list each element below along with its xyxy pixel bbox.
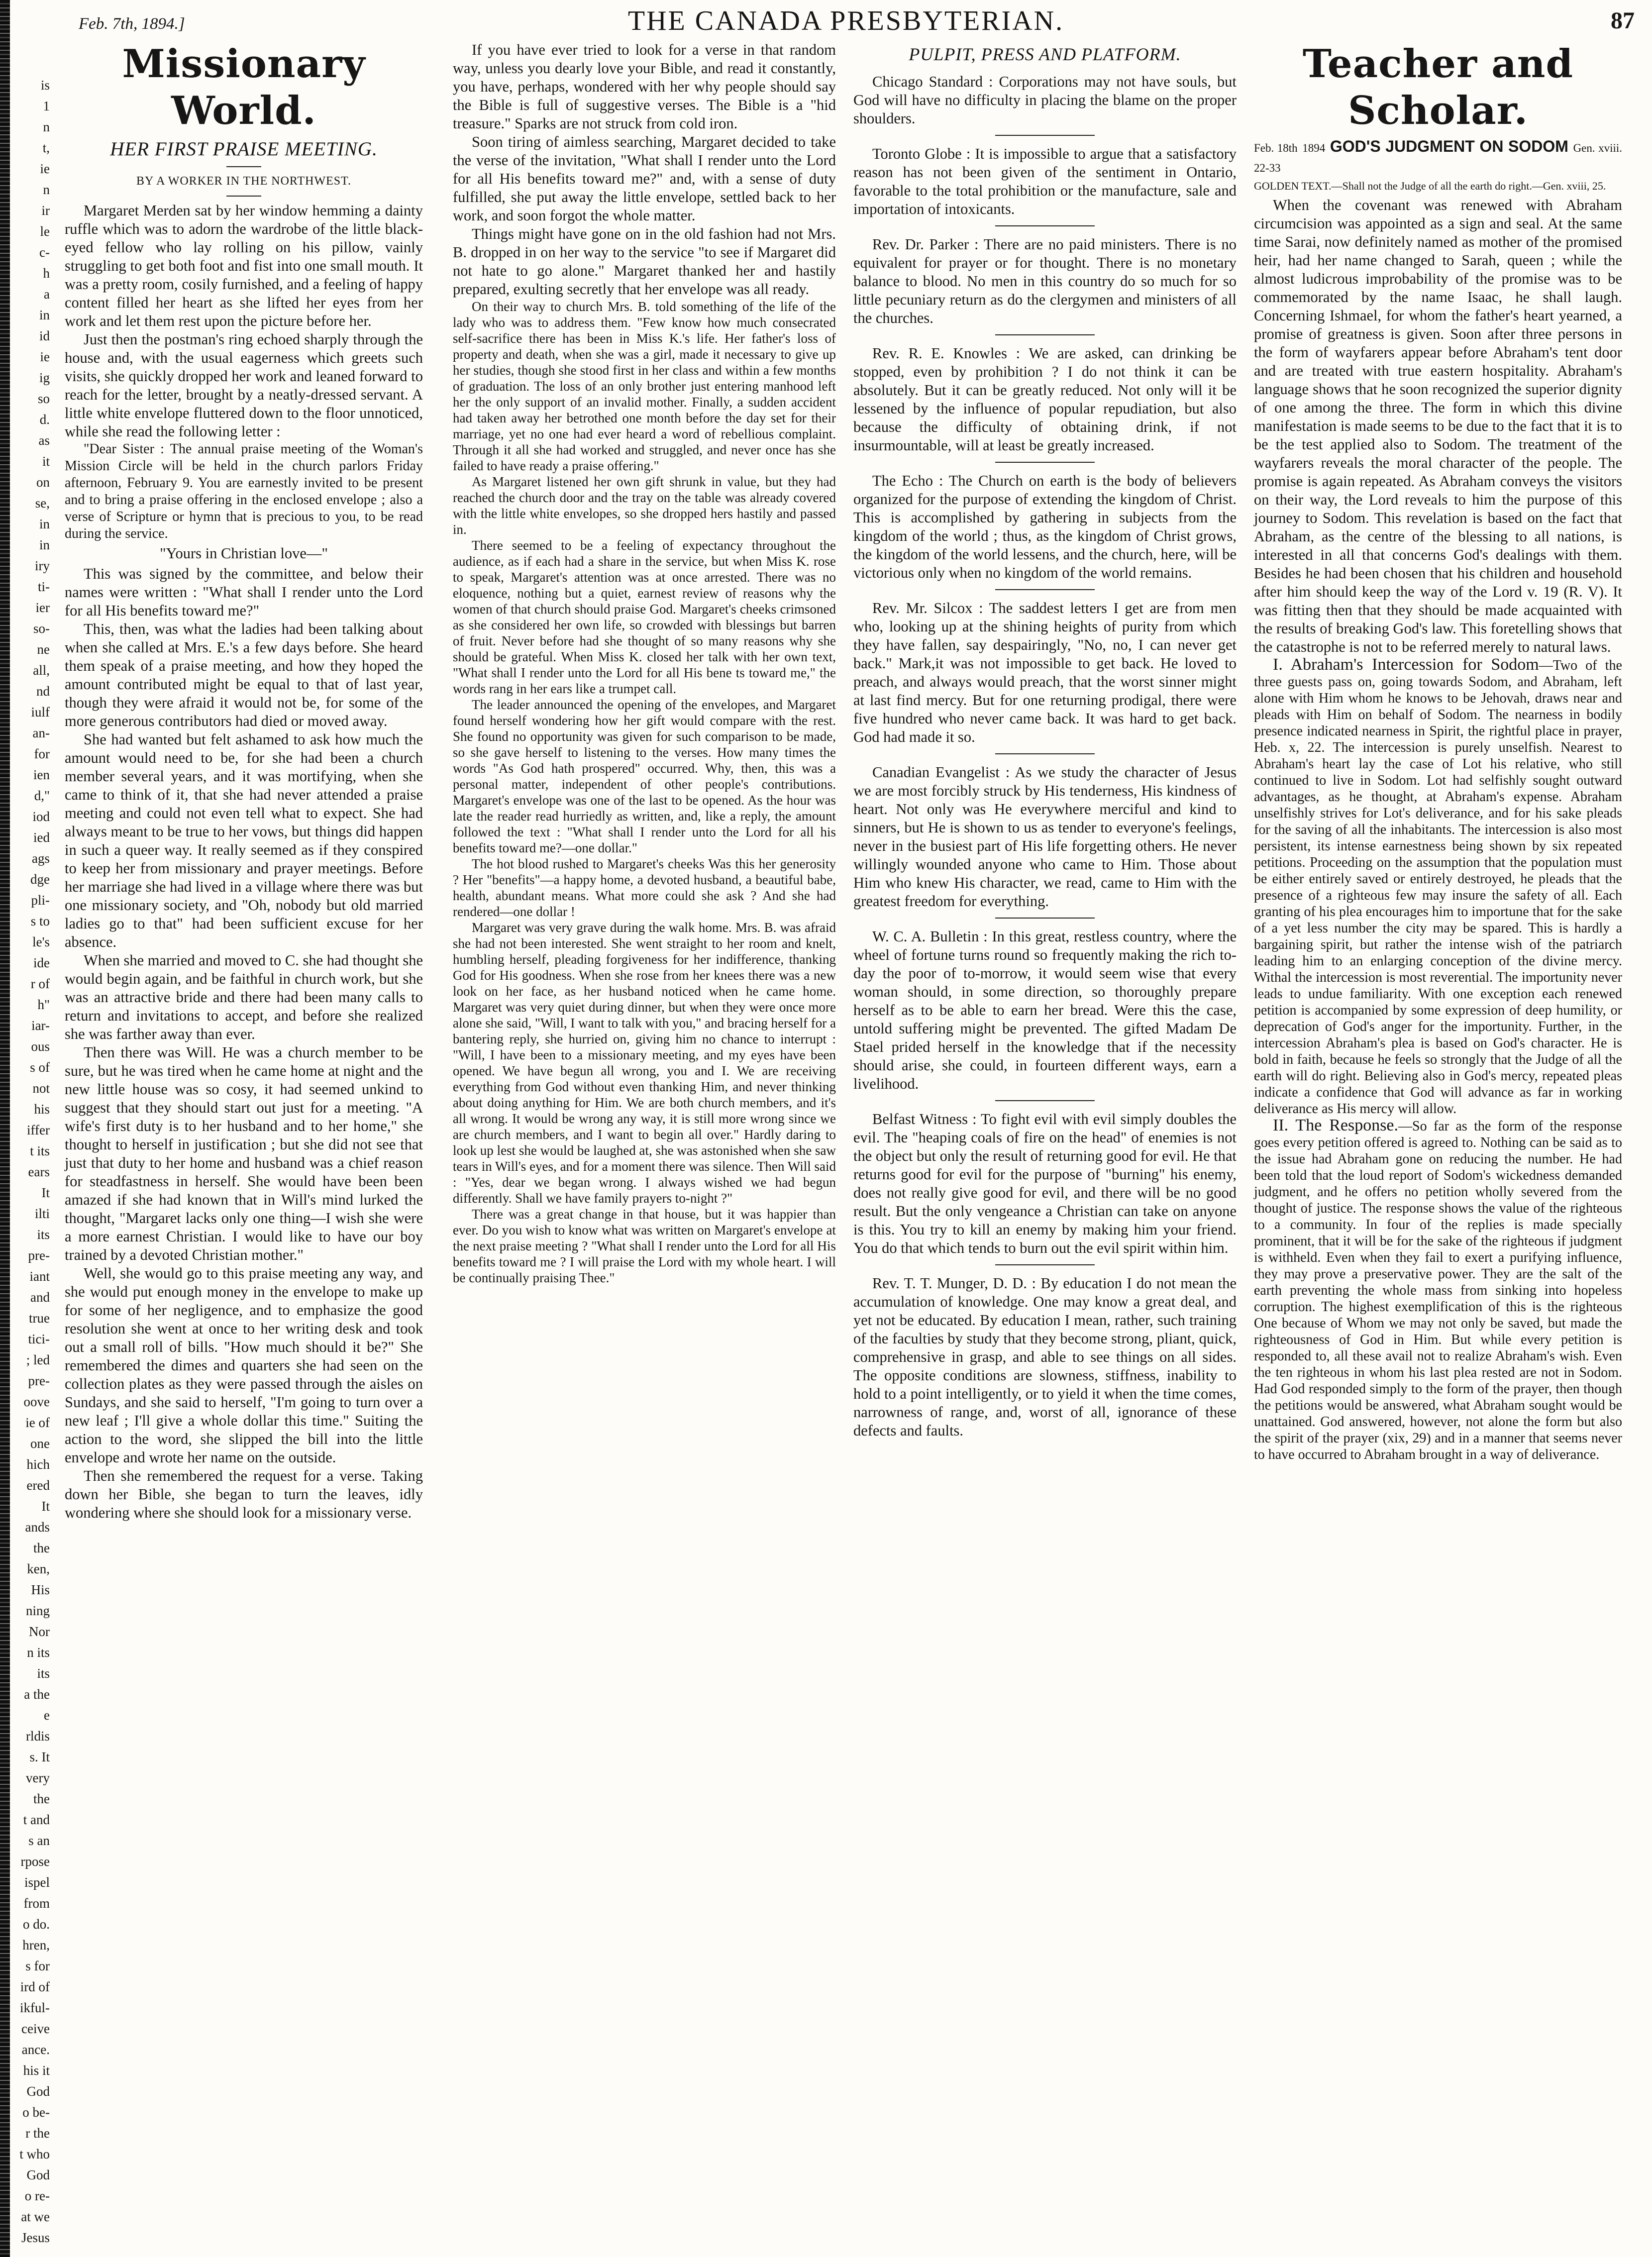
lesson-heading bbox=[1254, 137, 1622, 177]
binding-fragment: pre- bbox=[28, 1373, 50, 1388]
binding-fragment: very bbox=[26, 1770, 50, 1785]
binding-fragment: ance. bbox=[21, 2042, 50, 2057]
paragraph: Well, she would go to this praise meeting any way, and she would put enough money in the envelope to make up for some of her negligence, and to emphasize the good resolution she went at once to her writing desk and took out a small roll of bills. "How much should it be?" She remembered the dimes and quarters she had seen on the collection plates as they were passed through the aisles on Sundays, and she said to herself, "I'm going to turn over a new leaf ; I'll give a whole dollar this time." Suiting the action to the word, she slipped the bill into the little envelope and wrote her name on the outside. bbox=[65, 1265, 423, 1466]
divider bbox=[995, 225, 1095, 226]
masthead-title: THE CANADA PRESBYTERIAN. bbox=[627, 5, 1064, 36]
binding-fragment: ken, bbox=[27, 1561, 50, 1576]
binding-fragment: iry bbox=[35, 558, 50, 573]
letter-signoff: "Yours in Christian love—" bbox=[160, 545, 328, 562]
binding-fragment: t its bbox=[30, 1143, 50, 1158]
page-header bbox=[55, 4, 1637, 36]
binding-fragment: ands bbox=[25, 1520, 50, 1535]
binding-fragment: iar- bbox=[31, 1018, 50, 1033]
binding-fragment: iant bbox=[29, 1269, 50, 1284]
binding-fragment: Jesus bbox=[21, 2230, 50, 2245]
binding-fragment: at we bbox=[21, 2209, 50, 2224]
binding-fragment: ikful- bbox=[20, 2000, 50, 2015]
binding-fragment: ir bbox=[41, 203, 50, 218]
binding-fragment: the bbox=[33, 1791, 50, 1806]
binding-fragment: so bbox=[37, 391, 50, 406]
paragraph bbox=[1254, 1117, 1622, 1463]
page-number: 87 bbox=[1611, 7, 1635, 34]
paragraph: Margaret Merden sat by her window hemming a dainty ruffle which was to adorn the wardrobe of the little black-eyed fellow who lay rolling on his pillow, vainly struggling to get both foot and fist into one small mouth. It was a pretty room, cosily furnished, and a feeling of happy content filled her heart as she lifted her eyes from her work and let them rest upon the picture before her. bbox=[65, 202, 423, 329]
binding-fragment: id bbox=[39, 328, 50, 343]
binding-fragment: an- bbox=[32, 725, 50, 740]
binding-fragment: le's bbox=[32, 934, 50, 949]
divider bbox=[995, 589, 1095, 590]
binding-fragment: ags bbox=[32, 851, 50, 866]
divider bbox=[226, 196, 261, 197]
paragraph: On their way to church Mrs. B. told something of the life of the lady who was to address them. "Few know how much consecrated self-sacrifice there has been in Miss K.'s life. Her father's loss of property and death, when she was a girl, made it necessary to give up her studies, though she stood first in her class and within a few months of graduation. The loss of an only brother just entering manhood left her the only support of an invalid mother. Finally, a sudden accident had taken away her betrothed one month before the day set for their marriage, yet no one had ever heard a word of rebellious complaint. Through it all she had worked and struggled, and never once has she failed to have ready a praise offering." bbox=[453, 299, 836, 473]
divider bbox=[995, 753, 1095, 754]
quotation: Canadian Evangelist : As we study the character of Jesus we are most forcibly struck by His tenderness, His kindness of heart. Not only was He everywhere merciful and kind to sinners, but He is shown to us as tender to everyone's feelings, never in the busiest part of His life forgetting others. He never willingly wounded anyone who came to Him. Those about Him who knew His character, we read, came to Him with the greatest freedom for everything. bbox=[853, 764, 1237, 910]
binding-fragment: ; led bbox=[26, 1352, 50, 1367]
lesson-year: 1894 bbox=[1302, 142, 1326, 154]
paragraph: If you have ever tried to look for a verse in that random way, unless you dearly love your Bible, and read it constantly, you have, perhaps, wondered with her why people should say the Bible is full of suggestive verses. The Bible is a "hid treasure." Sparks are not struck from cold iron. bbox=[453, 41, 836, 132]
column-missionary-world bbox=[65, 41, 423, 2250]
paragraph: Soon tiring of aimless searching, Margaret decided to take the verse of the invitation, "What shall I render unto the Lord for all His benefits toward me?" and, with a sense of duty fulfilled, she put away the little envelope, settled back to her work, and soon forgot the whole matter. bbox=[453, 133, 836, 224]
paragraph: As Margaret listened her own gift shrunk in value, but they had reached the church door and the tray on the table was already covered with the little white envelopes, so she dropped hers hastily and passed in. bbox=[453, 474, 836, 537]
binding-fragment: dge bbox=[30, 872, 50, 887]
binding-fragment: a bbox=[44, 287, 50, 302]
binding-fragment: is bbox=[40, 78, 50, 93]
binding-fragment: t and bbox=[23, 1812, 50, 1827]
lesson-reference: Gen. xviii. 22-33 bbox=[1254, 142, 1623, 174]
binding-fragment: hren, bbox=[22, 1938, 50, 1952]
binding-fragment: in bbox=[39, 516, 50, 531]
binding-fragment: rpose bbox=[20, 1854, 50, 1869]
binding-fragment: ti- bbox=[38, 579, 50, 594]
binding-fragment: d. bbox=[39, 412, 50, 427]
binding-fragment: ceive bbox=[21, 2021, 50, 2036]
binding-fragment: ie of bbox=[25, 1415, 50, 1430]
binding-fragment: ier bbox=[35, 600, 50, 615]
binding-fragment: iulf bbox=[31, 705, 50, 719]
binding-fragment: n bbox=[43, 182, 50, 197]
binding-fragment: and bbox=[30, 1290, 50, 1305]
binding-fragment: e bbox=[44, 1708, 50, 1723]
binding-fragment: s. It bbox=[29, 1749, 50, 1764]
binding-fragment: It bbox=[41, 1499, 50, 1514]
subsection-text: —Two of the three guests pass on, going towards Sodom, and Abraham, left alone with Him whom he knows to be Jehovah, draws near and pleads with Him on behalf of Sodom. The nearness in bodily presence indicated nearness in Spirit, the rightful place in prayer, Heb. x, 22. The intercession is purely unselfish. Nearest to Abraham's heart lay the case of Lot his relative, who still continued to live in Sodom. Lot had selfishly sought outward advantages, as he thought, at Abraham's expense. Abraham unselfishly strives for Lot's deliverance, and for his sake pleads for the saving of all the inhabitants. The intercession is also most persistent, its intense earnestness being shown by six repeated petitions. Proceeding on the assumption that the population must be either entirely saved or entirely destroyed, he pleads that the presence of a righteous few may insure the safety of all. Each granting of his plea encourages him to importune that for the sake of a yet less number the city may be spared. This is hardly a bargaining spirit, but rather the intense wish of the patriarch leading him to an enlarging conception of the divine mercy. Withal the intercession is most reverential. The importunity never leads to undue familiarity. With one exception each renewed petition is accompanied by some expression of deep humility, or deprecation of God's anger for the importunity. Further, in the intercession Abraham's plea is based on God's character. He is bold in faith, because he feels so strongly that the Judge of all the earth will do right. Believing also in God's mercy, repeated pleas indicate a confidence that God will advance as far in working deliverance as His mercy will allow. bbox=[1254, 658, 1622, 1117]
paragraph: Things might have gone on in the old fashion had not Mrs. B. dropped in on her way to the service "to see if Margaret did not hate to go alone." Margaret thanked her and hastily prepared, exulting secretly that her envelope was all ready. bbox=[453, 225, 836, 298]
paragraph: The leader announced the opening of the envelopes, and Margaret found herself wondering how her gift would compare with the rest. She found no opportunity was given for such comparison to be made, so she gave herself to listening to the verses. How many times the words "As God hath prospered" occurred. Why, then, this was a personal matter, independent of other people's contributions. Margaret's envelope was one of the last to be opened. As the hour was late the reader read hurriedly as written, and, like a reply, the amount followed the text : "What shall I render unto the Lord for all his benefits toward me?—one dollar." bbox=[453, 697, 836, 855]
binding-fragment: ilti bbox=[34, 1206, 50, 1221]
lesson-date: Feb. 18th bbox=[1254, 142, 1298, 154]
divider bbox=[995, 1100, 1095, 1101]
binding-fragment: ne bbox=[37, 642, 50, 657]
binding-fragment: d," bbox=[34, 788, 50, 803]
quotation: Rev. T. T. Munger, D. D. : By education I do not mean the accumulation of knowledge. One may know a great deal, and yet not be educated. By education I mean, rather, such training of the faculties by study that they become strong, pliant, quick, comprehensive in grasp, and able to see things on all sides. The opposite conditions are slowness, stiffness, inability to hold to a point intelligently, or to yield it when the time comes, narrowness of range, and, worst of all, ignorance of these defects and faults. bbox=[853, 1275, 1237, 1439]
binding-fragment: ie bbox=[40, 349, 50, 364]
binding-fragment: pli- bbox=[31, 893, 50, 908]
paragraph: Then she remembered the request for a verse. Taking down her Bible, she began to turn the leaves, idly wondering where she should look for a missionary verse. bbox=[65, 1467, 423, 1521]
binding-fragment: its bbox=[37, 1666, 50, 1681]
paragraph: The hot blood rushed to Margaret's cheeks Was this her generosity ? Her "benefits"—a happy home, a devoted husband, a beautiful babe, health, abundant means. What more could she ask ? And she had rendered—one dollar ! bbox=[453, 856, 836, 919]
issue-date: Feb. 7th, 1894.] bbox=[79, 15, 185, 33]
binding-fragment: ie bbox=[40, 161, 50, 176]
binding-fragment: s of bbox=[30, 1060, 50, 1075]
binding-fragment: ning bbox=[25, 1603, 50, 1618]
binding-fragment: in bbox=[39, 308, 50, 322]
binding-fragment: oove bbox=[23, 1394, 50, 1409]
paragraph: Margaret was very grave during the walk home. Mrs. B. was afraid she had not been interested. She went straight to her room and knelt, humbling herself, pleading forgiveness for her indifference, thanking God for His goodness. When she rose from her knees there was a new look on her face, as her husband noticed when he came home. Margaret was very quiet during dinner, but when they were once more alone she said, "Will, I want to talk with you," and bracing herself for a bantering reply, she hurried on, giving him no chance to interrupt : "Will, I have been to a missionary meeting, and my eyes have been opened. We have begun all wrong, you and I. We are receiving everything from God without even thanking Him, and never thinking about doing anything for Him. We are both church members, and it's all wrong. It would be wrong any way, it is still more wrong since we are church members, and I want to begin all over." Hardly daring to look up lest she would be laughed at, she was astonished when she saw tears in Will's eyes, and for a moment there was silence. Then Will said : "Yes, dear we began wrong. I always wished we had begun differently. Shall we have family prayers to-night ?" bbox=[453, 920, 836, 1206]
binding-fragment: God bbox=[26, 2167, 50, 2182]
binding-fragment: o do. bbox=[23, 1917, 50, 1932]
binding-fragment: as bbox=[38, 433, 50, 448]
paragraph: When the covenant was renewed with Abraham circumcision was appointed as a sign and seal. At the same time Sarai, now definitely named as mother of the promised heir, had her name changed to Sarah, queen ; while the almost ludicrous improbability of the promise was to be commemorated by the name Isaac, he shall laugh. Concerning Ishmael, for whom the father's heart yearned, a promise of greatness is given. Soon after three persons in the form of wayfarers appear before Abraham's tent door and are treated with true eastern hospitality. Abraham's language shows that he soon recognized the superior dignity of one among the three. The form in which this divine manifestation is made seems to be due to the fact that it is to be the test applied also to Sodom. The treatment of the wayfarers reveals the moral character of the people. The promise is again repeated. As Abraham conveys the visitors on their way, the Lord reveals to him the purpose of this journey to Sodom. This revelation is based on the fact that Abraham, as the centre of the blessing to all nations, is interested in all that concerns God's dealings with them. Besides he had been chosen that his children and household after him should keep the way of the Lord v. 19 (R. V). It was fitting then that they should be made acquainted with the results of breaking God's law. This foretelling shows that the catastrophe is not to be referred merely to natural laws. bbox=[1254, 197, 1622, 655]
binding-fragment: ied bbox=[33, 830, 50, 845]
binding-fragment: ide bbox=[33, 955, 50, 970]
binding-fragment: ig bbox=[39, 370, 50, 385]
binding-fragment: o be- bbox=[22, 2105, 50, 2120]
binding-fragment: for bbox=[34, 746, 50, 761]
binding-fragment: on bbox=[36, 475, 50, 490]
binding-fragment: the bbox=[33, 1540, 50, 1555]
binding-fragment: one bbox=[30, 1436, 50, 1451]
quotation: Toronto Globe : It is impossible to argue that a satisfactory reason has not been given of the sentiment in Ontario, favorable to the total prohibition or the manufacture, sale and importation of intoxicants. bbox=[853, 145, 1237, 217]
binding-fragment: h" bbox=[37, 997, 50, 1012]
binding-fragment: o re- bbox=[24, 2188, 50, 2203]
quotation: Rev. R. E. Knowles : We are asked, can drinking be stopped, even by prohibition ? I do not think it can be absolutely. But it can be greatly reduced. Not only will it be lessened by the influence of popular repudiation, but also because the difficulty of obtaining drink, if not insurmountable, will at least be greatly increased. bbox=[853, 345, 1237, 454]
golden-text: GOLDEN TEXT.—Shall not the Judge of all the earth do right.—Gen. xviii, 25. bbox=[1254, 180, 1606, 192]
binding-fragment: his bbox=[34, 1102, 50, 1117]
paragraph: Just then the postman's ring echoed sharply through the house and, with the usual eagerness which greets such visits, she quickly dropped her work and leaned forward to reach for the letter, brought by a neatly-dressed servant. A little white envelope fluttered down to the floor unnoticed, while she read the following letter : bbox=[65, 331, 423, 440]
binding-fragment: nd bbox=[36, 684, 50, 699]
binding-fragment: ered bbox=[26, 1478, 50, 1493]
scan-binding-edge bbox=[0, 0, 10, 2257]
binding-fragment: r of bbox=[30, 976, 50, 991]
binding-fragment: iffer bbox=[27, 1123, 50, 1137]
binding-fragment: ears bbox=[28, 1164, 50, 1179]
binding-fragment: it bbox=[42, 454, 50, 469]
quoted-letter: "Dear Sister : The annual praise meeting of the Woman's Mission Circle will be held in the church parlors Friday afternoon, February 9. You are earnestly invited to be present and to bring a praise offering in the enclosed envelope ; also a verse of Scripture or hymn that is precious to you, to be read during the service. bbox=[65, 441, 423, 541]
binding-fragment: n its bbox=[27, 1645, 50, 1660]
divider bbox=[995, 1264, 1095, 1265]
binding-fragment: It bbox=[41, 1185, 50, 1200]
paragraph: This, then, was what the ladies had been talking about when she called at Mrs. E.'s a few days before. She heard them speak of a praise meeting, and how they hoped the amount contributed might be equal to that of last year, though they were afraid it would not be, for some of the more generous contributors had died or moved away. bbox=[65, 620, 423, 729]
binding-fragment: se, bbox=[35, 496, 50, 511]
binding-fragment: in bbox=[39, 537, 50, 552]
binding-fragment: his it bbox=[23, 2063, 50, 2078]
binding-fragment: not bbox=[32, 1081, 50, 1096]
binding-fragment: ird of bbox=[20, 1979, 50, 1994]
section-title: PULPIT, PRESS AND PLATFORM. bbox=[909, 44, 1181, 64]
binding-fragment: its bbox=[37, 1227, 50, 1242]
binding-fragment: h bbox=[43, 266, 50, 281]
byline: BY A WORKER IN THE NORTHWEST. bbox=[136, 175, 351, 188]
quotation: The Echo : The Church on earth is the body of believers organized for the purpose of extending the kingdom of Christ. This is accomplished by gathering in subjects from the kingdom of the world ; thus, as the kingdom of Christ grows, the kingdom of the world lessens, and the church, here, will be victorious only when no kingdom of the world remains. bbox=[853, 472, 1237, 581]
quotation: Rev. Dr. Parker : There are no paid ministers. There is no equivalent for prayer or for thought. There is no monetary balance to blood. No men in this country do so much for so little pecuniary return as do the clergymen and ministers of all the churches. bbox=[853, 236, 1237, 326]
paragraph bbox=[1254, 656, 1622, 1117]
lesson-title: GOD'S JUDGMENT ON SODOM bbox=[1330, 137, 1568, 155]
binding-fragment: true bbox=[29, 1311, 50, 1326]
quotation: Rev. Mr. Silcox : The saddest letters I get are from men who, looking up at the shining heights of purity from which they have fallen, say despairingly, "No, no, I can never get back." Mark,it was not impossible to get back. He loved to preach, and always would preach, that the worst sinner might at last find mercy. But for one returning prodigal, there were five hundred who never came back. It was hard to get back. God had made it so. bbox=[853, 600, 1237, 745]
column-story-continued bbox=[453, 41, 836, 2250]
binding-fragment: s an bbox=[28, 1833, 50, 1848]
quotation: Chicago Standard : Corporations may not have souls, but God will have no difficulty in placing the blame on the proper shoulders. bbox=[853, 73, 1237, 127]
binding-fragment: so- bbox=[33, 621, 50, 636]
story-title: HER FIRST PRAISE MEETING. bbox=[110, 138, 378, 160]
binding-fragment: s to bbox=[30, 914, 50, 928]
binding-fragment: God bbox=[26, 2084, 50, 2099]
paragraph: She had wanted but felt ashamed to ask how much the amount would need to be, for she had been a church member several years, and it was mortifying, when she came to think of it, that she had never attended a praise meeting and could not even tell what to expect. She had always meant to be true to her vows, but things did happen in such a queer way. It really seemed as if they conspired to keep her from missionary and prayer meetings. Before her marriage she had lived in a village where there was but one missionary society, and "Oh, nobody but old married ladies go to that" had been sufficient excuse for her absence. bbox=[65, 731, 423, 950]
binding-fragment: ispel bbox=[24, 1875, 50, 1890]
binding-fragment: tici- bbox=[28, 1332, 50, 1346]
subsection-title: I. Abraham's Intercession for Sodom bbox=[1273, 655, 1539, 674]
paragraph: This was signed by the committee, and below their names were written : "What shall I render unto the Lord for all His benefits toward me?" bbox=[65, 565, 423, 619]
paragraph: There seemed to be a feeling of expectancy throughout the audience, as if each had a share in the service, but when Miss K. rose to speak, Margaret's attention was at once arrested. There was no eloquence, nothing but a quiet, earnest review of reasons why the women of that church should praise God. Margaret's cheeks crimsoned as she considered her own life, so crowded with blessings but barren of fruit. Never before had she thought of so many reasons why she should be grateful. When Miss K. closed her talk with her own text, "What shall I render unto the Lord for all His bene ts toward me," the words rang in her ears like a trumpet call. bbox=[453, 538, 836, 696]
binding-fragment: 1 bbox=[43, 99, 50, 113]
column-pulpit-press-platform bbox=[853, 41, 1237, 2250]
binding-fragment: ien bbox=[33, 767, 50, 782]
binding-fragment: r the bbox=[25, 2126, 50, 2141]
binding-fragment: le bbox=[40, 224, 50, 239]
quotation: W. C. A. Bulletin : In this great, restless country, where the wheel of fortune turns round so frequently making the rich to-day the poor of to-morrow, it would seem wise that every woman should, in some direction, so thoroughly prepare herself as to be able to earn her bread. Were this the case, untold suffering might be prevented. The gifted Madam De Stael prided herself in the knowledge that if the necessity should arise, she could, in fourteen different ways, earn a livelihood. bbox=[853, 928, 1237, 1092]
binding-fragment: Nor bbox=[29, 1624, 50, 1639]
column-teacher-and-scholar bbox=[1254, 41, 1622, 2250]
binding-fragment: c- bbox=[39, 245, 50, 260]
divider bbox=[995, 135, 1095, 136]
paragraph: When she married and moved to C. she had thought she would begin again, and be faithful in church work, but she was an attractive bride and there had been many calls to return and invitations to accept, and before she realized she was farther away than ever. bbox=[65, 952, 423, 1042]
binding-fragment: t who bbox=[19, 2147, 50, 2161]
binding-fragment: pre- bbox=[28, 1248, 50, 1263]
divider bbox=[995, 918, 1095, 919]
binding-fragment: n bbox=[43, 119, 50, 134]
binding-fragment: iod bbox=[32, 809, 50, 824]
divider bbox=[995, 462, 1095, 463]
subsection-title: II. The Response. bbox=[1273, 1116, 1399, 1134]
paragraph: Then there was Will. He was a church member to be sure, but he was tired when he came home at night and the new little house was so cosy, it had seemed unkind to suggest that they should start out just for a meeting. "A wife's first duty is to her husband and to her home," she thought to herself in justification ; but she did not see that just that duty to her home and husband was a chief reason for steadfastness in herself. She would have been been amazed if she had known that in Will's mind lurked the thought, "Margaret lacks only one thing—I wish she were a more earnest Christian. I would like to have our boy trained by a devoted Christian mother." bbox=[65, 1044, 423, 1263]
quotation: Belfast Witness : To fight evil with evil simply doubles the evil. The "heaping coals of fire on the head" of enemies is not the object but only the result of returning good for evil. He that returns good for evil for the purpose of "burning" his enemy, does not really give good for evil, and there will be no good result. But the only vengeance a Christian can take on anyone is this. You try to kill an enemy by making him your friend. You do that which tends to burn out the evil spirit within him. bbox=[853, 1111, 1237, 1256]
section-title: Missionary World. bbox=[122, 41, 366, 133]
binding-fragment: a the bbox=[24, 1687, 50, 1702]
binding-fragment: s for bbox=[25, 1958, 50, 1973]
binding-fragment: rldis bbox=[25, 1729, 50, 1744]
binding-fragment: His bbox=[31, 1582, 50, 1597]
divider bbox=[995, 334, 1095, 335]
binding-fragment: from bbox=[23, 1896, 50, 1911]
binding-fragment: hich bbox=[26, 1457, 50, 1472]
binding-fragments bbox=[12, 75, 50, 2245]
subsection-text: —So far as the form of the response goes every petition offered is agreed to. Nothing can be said as to the issue had Abraham gone on reducing the number. He had been told that the loud report of Sodom's wickedness demanded judgment, and he offers no petition wholly severed from the thought of justice. The response shows the value of the righteous to a community. In four of the replies is made specially prominent, that it will be for the sake of the righteous if judgment is withheld. Even when they fail to exert a purifying influence, they may prove a preservative power. They are the salt of the earth preventing the whole mass from sinking into hopeless corruption. The highest exemplification of this is the righteous One because of Whom we may not only be saved, but made the righteousness of God in Him. But while every petition is responded to, all these avail not to realize Abraham's wish. Even the ten righteous in whom his last plea rested are not in Sodom. Had God responded simply to the form of the prayer, then though the petitions would be answered, what Abraham sought would be unattained. God answered, however, not alone the form but also the spirit of the prayer (xix, 29) and in a manner that seems never to have occurred to Abraham brought in a way of deliverance. bbox=[1254, 1119, 1622, 1462]
paragraph: There was a great change in that house, but it was happier than ever. Do you wish to know what was written on Margaret's envelope at the next praise meeting ? "What shall I render unto the Lord for all His benefits toward me ? I will praise the Lord with my whole heart. I will be continually praising Thee." bbox=[453, 1207, 836, 1285]
section-title: Teacher and Scholar. bbox=[1302, 41, 1574, 133]
binding-fragment: t, bbox=[42, 140, 50, 155]
divider bbox=[226, 166, 261, 167]
binding-fragment: ous bbox=[31, 1039, 50, 1054]
binding-fragment: all, bbox=[33, 663, 50, 678]
